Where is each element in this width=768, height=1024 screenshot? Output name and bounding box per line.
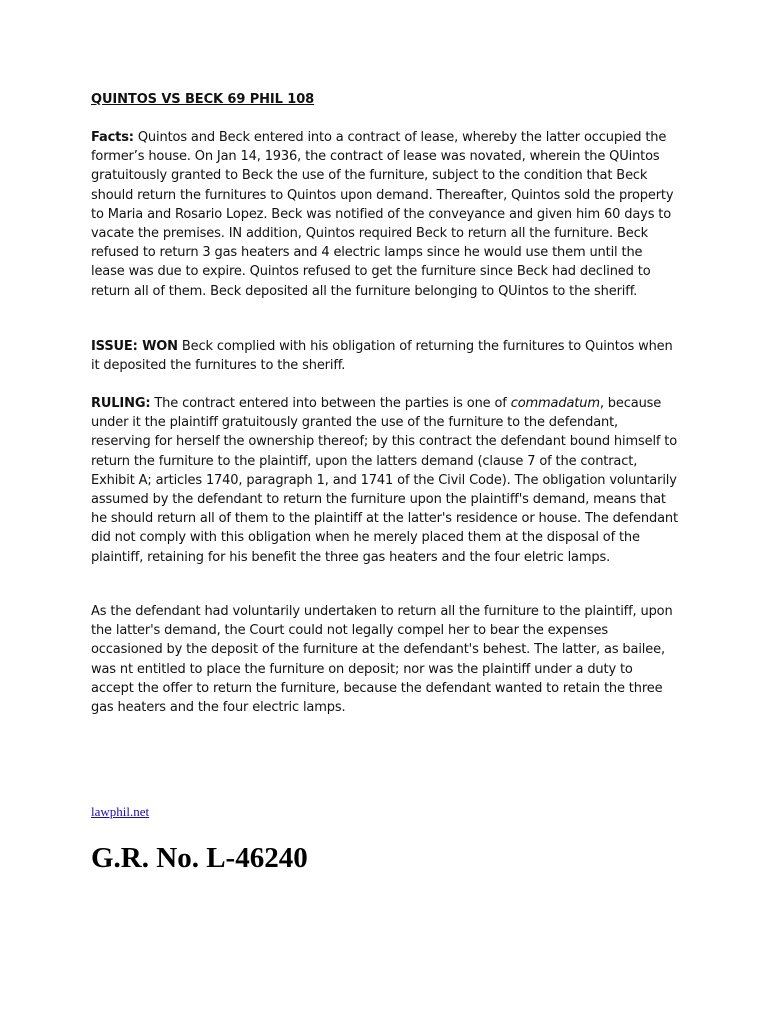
issue-text: Beck complied with his obligation of returning the furnitures to Quintos when it deposited the furnitures to the sheriff. — [91, 339, 673, 374]
ruling-text-before: The contract entered into between the parties is one of — [150, 396, 511, 411]
facts-paragraph — [91, 128, 679, 301]
second-ruling-paragraph — [91, 602, 679, 717]
second-ruling-text: As the defendant had voluntarily undertaken to return all the furniture to the plaintiff, upon the latter's demand, the Court could not legally compel her to bear the expenses occasioned by the deposit of the furniture at the defendant's behest. The latter, as bailee, was nt entitled to place the furniture on deposit; nor was the plaintiff under a duty to accept the offer to return the furniture, because the defendant wanted to retain the three gas heaters and the four electric lamps. — [91, 604, 673, 716]
issue-label: ISSUE: WON — [91, 339, 178, 354]
ruling-label: RULING: — [91, 396, 151, 411]
issue-paragraph — [91, 337, 679, 375]
document-title: QUINTOS VS BECK 69 PHIL 108 — [91, 92, 315, 107]
lawphil-link[interactable]: lawphil.net — [91, 804, 150, 819]
facts-label: Facts: — [91, 130, 134, 145]
gr-number-heading: G.R. No. L-46240 — [91, 842, 308, 874]
ruling-paragraph — [91, 394, 679, 567]
ruling-italic-term: commadatum — [510, 396, 600, 411]
facts-text: Quintos and Beck entered into a contract of lease, whereby the latter occupied the former’s house. On Jan 14, 1936, the contract of lease was novated, wherein the QUintos gratuitously granted to Beck the use of the furniture, subject to the condition that Beck should return the furnitures to Quintos upon demand. Thereafter, Quintos sold the property to Maria and Rosario Lopez. Beck was notified of the conveyance and given him 60 days to vacate the premises. IN addition, Quintos required Beck to return all the furniture. Beck refused to return 3 gas heaters and 4 electric lamps since he would use them until the lease was due to expire. Quintos refused to get the furniture since Beck had declined to return all of them. Beck deposited all the furniture belonging to QUintos to the sheriff. — [91, 130, 674, 299]
ruling-text-after: , because under it the plaintiff gratuitously granted the use of the furniture to the defendant, reserving for herself the ownership thereof; by this contract the defendant bound himself to return the furniture to the plaintiff, upon the latters demand (clause 7 of the contract, Exhibit A; articles 1740, paragraph 1, and 1741 of the Civil Code). The obligation voluntarily assumed by the defendant to return the furniture upon the plaintiff's demand, means that he should return all of them to the plaintiff at the latter's residence or house. The defendant did not comply with this obligation when he merely placed them at the disposal of the plaintiff, retaining for his benefit the three gas heaters and the four eletric lamps. — [91, 396, 678, 565]
